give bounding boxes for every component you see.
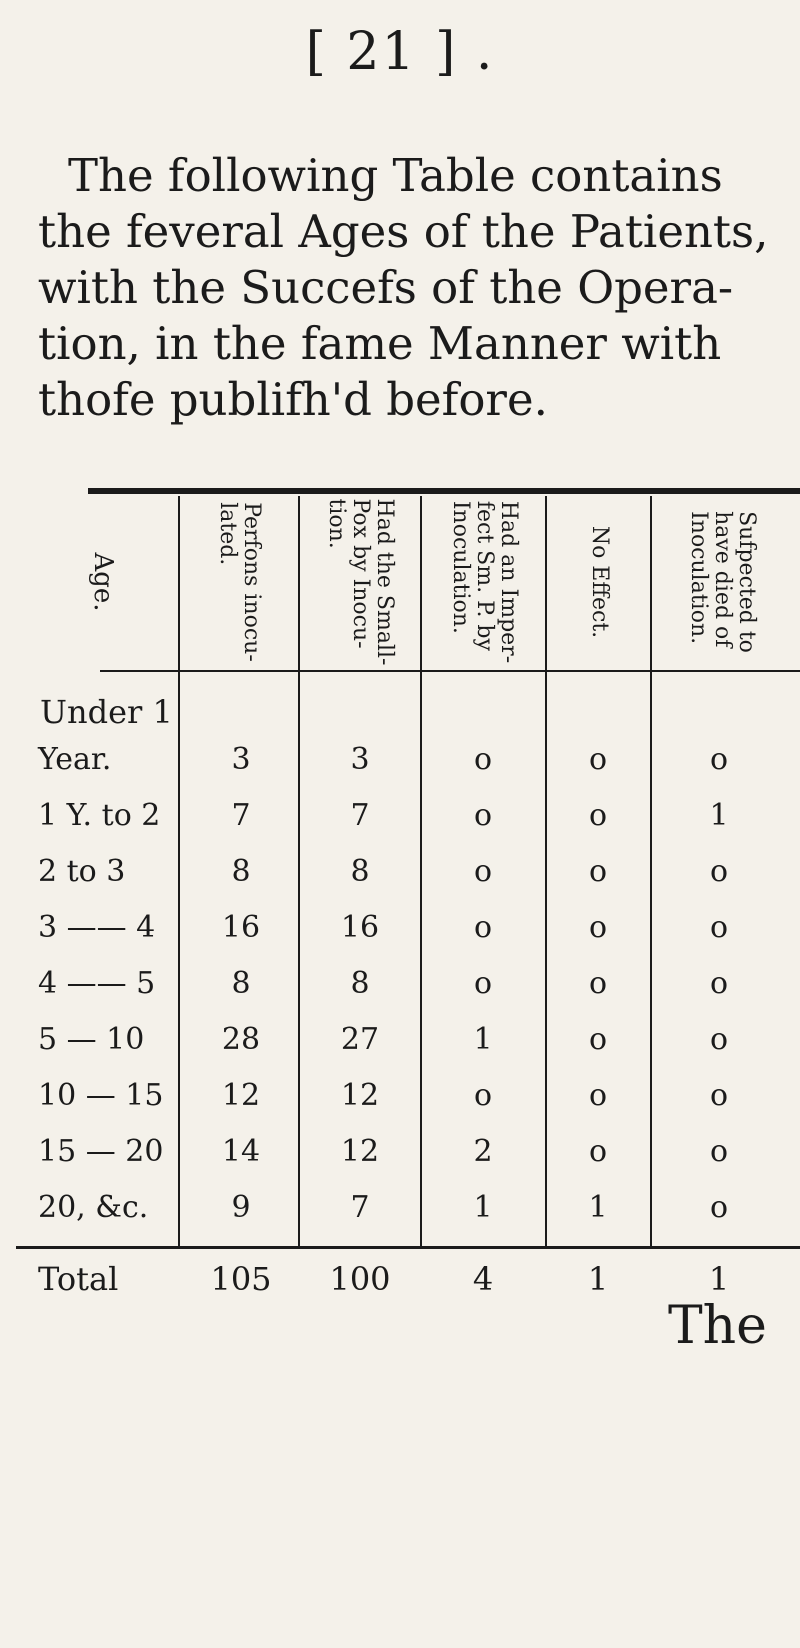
header-text: fect Sm. P. by bbox=[471, 500, 497, 651]
cell-no-effect: o bbox=[588, 798, 608, 833]
cell-total-smallpox: 100 bbox=[329, 1260, 391, 1298]
cell-suspected: o bbox=[709, 854, 729, 889]
cell-no-effect: o bbox=[588, 966, 608, 1001]
cell-suspected: o bbox=[709, 1022, 729, 1057]
header-text: Had an Imper- bbox=[495, 500, 521, 664]
cell-inoculated: 12 bbox=[221, 1078, 261, 1113]
cell-no-effect: o bbox=[588, 1022, 608, 1057]
header-text: Pox by Inocu- bbox=[348, 498, 373, 649]
cell-smallpox: 3 bbox=[350, 742, 370, 777]
cell-no-effect: o bbox=[588, 854, 608, 889]
cell-smallpox: 27 bbox=[340, 1022, 380, 1057]
cell-imperfect: o bbox=[473, 966, 493, 1001]
under-one-label: Under 1 bbox=[40, 693, 173, 731]
intro-line: the feveral Ages of the Patients, bbox=[38, 205, 769, 258]
cell-age: 2 to 3 bbox=[38, 854, 126, 889]
cell-inoculated: 14 bbox=[221, 1134, 261, 1169]
cell-imperfect: 1 bbox=[473, 1190, 493, 1225]
cell-age: 15 — 20 bbox=[38, 1134, 164, 1169]
cell-age: 1 Y. to 2 bbox=[38, 798, 161, 833]
cell-age: 5 — 10 bbox=[38, 1022, 145, 1057]
total-rule bbox=[16, 1246, 800, 1249]
cell-no-effect: o bbox=[588, 1134, 608, 1169]
cell-smallpox: 8 bbox=[350, 966, 370, 1001]
cell-suspected: 1 bbox=[709, 798, 729, 833]
cell-age: 20, &c. bbox=[38, 1190, 149, 1225]
cell-smallpox: 12 bbox=[340, 1078, 380, 1113]
header-text: Inoculation. bbox=[686, 511, 711, 645]
cell-suspected: o bbox=[709, 1134, 729, 1169]
cell-imperfect: o bbox=[473, 798, 493, 833]
cell-inoculated: 7 bbox=[231, 798, 251, 833]
header-text: have died of bbox=[710, 511, 735, 648]
header-text: Inoculation. bbox=[447, 500, 473, 634]
header-text: lated. bbox=[215, 502, 240, 566]
cell-imperfect: o bbox=[473, 742, 493, 777]
table-row bbox=[10, 966, 800, 1008]
cell-imperfect: o bbox=[473, 854, 493, 889]
cell-imperfect: 1 bbox=[473, 1022, 493, 1057]
cell-total-label: Total bbox=[38, 1260, 119, 1298]
cell-inoculated: 9 bbox=[231, 1190, 251, 1225]
table-row bbox=[10, 1134, 800, 1176]
intro-line: with the Succefs of the Opera- bbox=[38, 261, 734, 314]
cell-inoculated: 8 bbox=[231, 966, 251, 1001]
header-text: Had the Small- bbox=[372, 498, 397, 666]
cell-no-effect: o bbox=[588, 1078, 608, 1113]
header-imperfect-smallpox bbox=[422, 498, 545, 666]
cell-inoculated: 3 bbox=[231, 742, 251, 777]
cell-smallpox: 7 bbox=[350, 798, 370, 833]
intro-line: The following Table contains bbox=[68, 149, 723, 202]
cell-imperfect: o bbox=[473, 910, 493, 945]
cell-no-effect: o bbox=[588, 742, 608, 777]
cell-suspected: o bbox=[709, 742, 729, 777]
cell-total-imperfect: 4 bbox=[472, 1260, 494, 1298]
cell-age: 10 — 15 bbox=[38, 1078, 164, 1113]
cell-smallpox: 12 bbox=[340, 1134, 380, 1169]
table-row bbox=[10, 854, 800, 896]
cell-smallpox: 7 bbox=[350, 1190, 370, 1225]
cell-total-suspected: 1 bbox=[708, 1260, 730, 1298]
header-rule bbox=[100, 670, 800, 672]
header-persons-inoculated bbox=[180, 498, 298, 666]
cell-total-inoculated: 105 bbox=[210, 1260, 272, 1298]
cell-suspected: o bbox=[709, 910, 729, 945]
header-had-smallpox bbox=[300, 498, 420, 666]
cell-inoculated: 28 bbox=[221, 1022, 261, 1057]
cell-suspected: o bbox=[709, 1078, 729, 1113]
header-text: Age. bbox=[88, 552, 118, 612]
header-text: No Effect. bbox=[586, 525, 612, 639]
table-row bbox=[10, 910, 800, 952]
header-text: Sufpected to bbox=[734, 511, 759, 653]
table-row bbox=[10, 798, 800, 840]
cell-inoculated: 16 bbox=[221, 910, 261, 945]
cell-age: 3 —— 4 bbox=[38, 910, 156, 945]
table-row bbox=[10, 1022, 800, 1064]
intro-line: tion, in the fame Manner with bbox=[38, 317, 722, 370]
intro-paragraph bbox=[38, 148, 778, 428]
header-text: tion. bbox=[324, 498, 349, 549]
table-row bbox=[10, 1190, 800, 1232]
header-no-effect bbox=[547, 498, 650, 666]
cell-inoculated: 8 bbox=[231, 854, 251, 889]
cell-suspected: o bbox=[709, 1190, 729, 1225]
cell-imperfect: o bbox=[473, 1078, 493, 1113]
cell-no-effect: o bbox=[588, 910, 608, 945]
cell-age: 4 —— 5 bbox=[38, 966, 156, 1001]
catchword: The bbox=[668, 1296, 767, 1356]
intro-line: thofe publifh'd before. bbox=[38, 373, 548, 426]
cell-smallpox: 16 bbox=[340, 910, 380, 945]
cell-imperfect: 2 bbox=[473, 1134, 493, 1169]
table-row bbox=[10, 1078, 800, 1120]
page-number: [ 21 ] . bbox=[305, 22, 495, 82]
cell-suspected: o bbox=[709, 966, 729, 1001]
header-suspected-died bbox=[652, 498, 792, 666]
table-row bbox=[10, 742, 800, 784]
cell-no-effect: 1 bbox=[588, 1190, 608, 1225]
cell-age: Year. bbox=[38, 742, 112, 777]
header-age bbox=[30, 498, 176, 666]
cell-total-no-effect: 1 bbox=[587, 1260, 609, 1298]
cell-smallpox: 8 bbox=[350, 854, 370, 889]
table-top-rule bbox=[88, 488, 800, 494]
inoculation-table bbox=[10, 488, 800, 1648]
header-text: Perfons inocu- bbox=[239, 502, 264, 662]
